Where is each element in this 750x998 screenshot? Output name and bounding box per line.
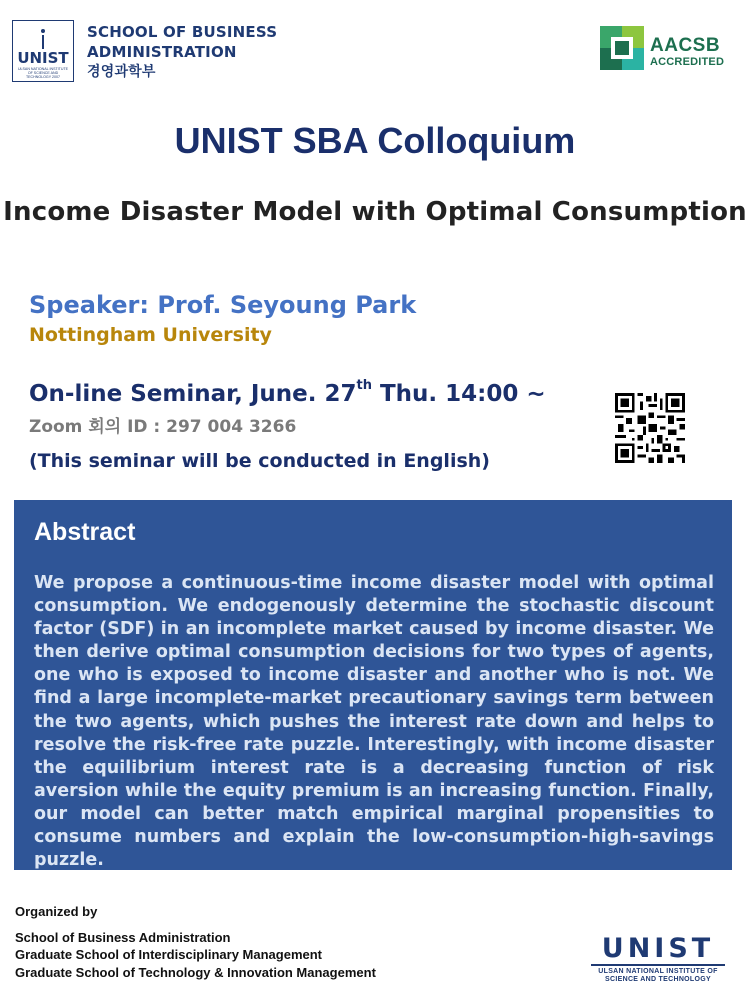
seminar-time: Thu. 14:00 ~ [371,381,546,407]
seminar-datetime [29,378,546,407]
school-name-line2: ADMINISTRATION [87,43,237,61]
organizers-label: Organized by [15,904,98,919]
school-name [87,22,277,82]
organizer-item: Graduate School of Interdisciplinary Management [15,947,323,963]
logo-stem [42,35,44,49]
logo-small-text: ULSAN NATIONAL INSTITUTE OF SCIENCE AND TECHNOLOGY 2007 [17,67,69,79]
unist-subtitle-1: ULSAN NATIONAL INSTITUTE OF [598,968,718,975]
speaker-affiliation: Nottingham University [29,324,272,346]
logo-divider [591,964,725,966]
organizer-item: Graduate School of Technology & Innovation Management [15,964,376,980]
talk-title: Income Disaster Model with Optimal Consumption [3,197,747,227]
logo-dot [41,29,45,33]
language-note: (This seminar will be conducted in English) [29,450,490,472]
seminar-date: On-line Seminar, June. 27 [29,381,357,407]
aacsb-name: AACSB [650,35,721,56]
qr-code-icon[interactable] [615,393,685,463]
unist-footer-logo [587,935,729,984]
abstract-body: We propose a continuous-time income disaster model with optimal consumption. We endogenously determine the stochastic discount factor (SDF) in an incomplete market caused by income disaster. We then derive optimal consumption decisions for two types of agents, one who is exposed to income disaster and another who is not. We find a large incomplete-market precautionary savings term between the two agents, which pushes the interest rate down and helps to resolve the risk-free rate puzzle. Interestingly, with income disaster the equilibrium interest rate is a decreasing function of risk aversion while the equity premium is an increasing function. Finally, our model can better match empirical marginal propensities to consume numbers and explain the low-consumption-high-savings puzzle. [34,573,714,871]
logo-mark: UNIST [17,49,69,67]
aacsb-accredited: ACCREDITED [650,56,725,68]
organizers-list [15,929,376,981]
colloquium-title: UNIST SBA Colloquium [174,120,576,161]
school-name-korean: 경영과학부 [87,64,156,80]
date-suffix: th [356,378,372,394]
school-name-line1: SCHOOL OF BUSINESS [87,23,278,41]
aacsb-text [650,36,724,68]
speaker-name: Speaker: Prof. Seyoung Park [29,291,417,319]
zoom-meeting-id: Zoom 회의 ID : 297 004 3266 [29,417,297,437]
organizer-item: School of Business Administration [15,930,231,945]
unist-subtitle-2: SCIENCE AND TECHNOLOGY [605,976,711,983]
abstract-heading: Abstract [34,518,136,546]
unist-wordmark: UNIST [601,933,715,964]
aacsb-logo-icon [600,26,644,70]
unist-sba-logo [12,20,74,82]
